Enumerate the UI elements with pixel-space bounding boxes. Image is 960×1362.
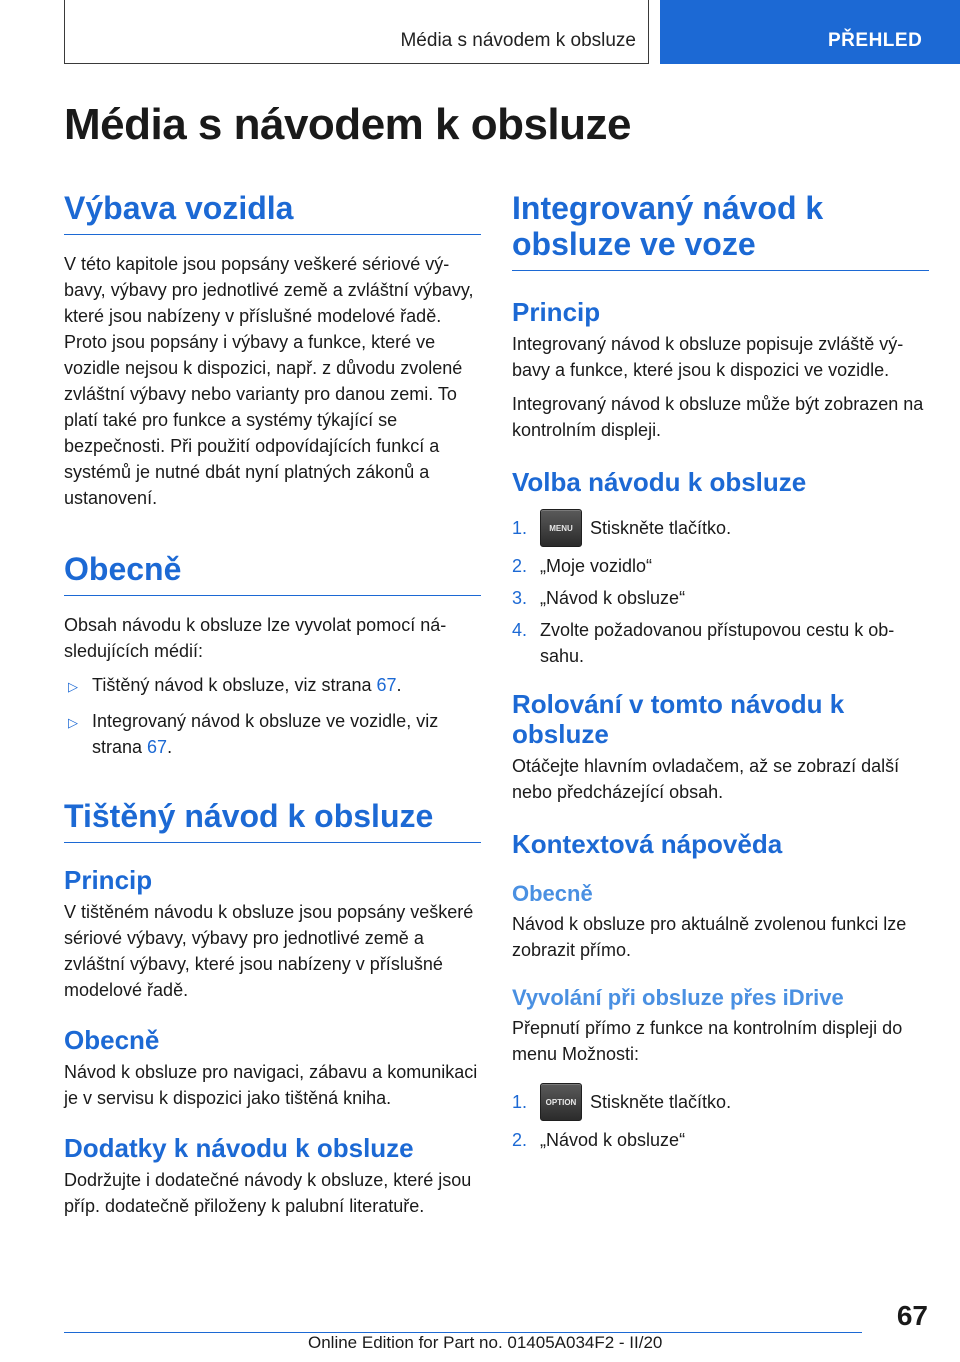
- header-section-label: Média s návodem k obsluze: [400, 30, 636, 51]
- triangle-bullet-icon: ▷: [68, 679, 78, 694]
- obecne-sub-text: Návod k obsluze pro navigaci, zábavu a komunikaci je v servisu k dispozici jako tištěná kniha.: [64, 1062, 478, 1108]
- heading-integrovany-navod: Integrovaný návod k obsluze ve voze: [512, 190, 929, 271]
- page-link[interactable]: 67: [376, 675, 397, 695]
- heading-volba: Volba návodu k obsluze: [512, 467, 807, 497]
- princip-p1: Integrovaný návod k obsluze popisuje zvláště výbavy a funkce, které jsou k dispozici ve vozidle.: [512, 334, 904, 380]
- page-title: Média s návodem k obsluze: [64, 100, 631, 149]
- list-item: [512, 1127, 929, 1153]
- step-text: Stiskněte tlačítko.: [590, 518, 732, 538]
- heading-vyvolani: Vyvolání při obsluze přes iDrive: [512, 985, 844, 1010]
- list-item: [64, 672, 481, 700]
- right-column: [512, 190, 929, 1153]
- list-item: [512, 617, 929, 669]
- heading-vybava-vozidla: Výbava vozidla: [64, 190, 481, 235]
- heading-princip: Princip: [64, 865, 153, 895]
- list-item: [512, 585, 929, 611]
- step-number: 1.: [512, 518, 528, 538]
- vybava-text: V této kapitole jsou popsány veškeré sériové výbavy, výbavy pro jednotlivé země a zvláštní výbavy, které jsou nabízeny v příslušné modelové řadě. Proto jsou popsány i výbavy a funkce, které ve vozidle nejsou k dispozici, např. z důvodu zvolené zvláštní výbavy nebo varianty pro danou zemi. To platí také pro funkce a systémy týkající se bezpečnosti. Při použití odpovídajících funkcí a systémů je nutné dbát nyní platných zákonů a ustanovení.: [64, 254, 474, 508]
- option-button-icon: OPTION: [540, 1083, 582, 1121]
- dodatky-text: Dodržujte i dodatečné návody k obsluze, které jsou příp. dodatečně přiloženy k palubní literatuře.: [64, 1170, 472, 1216]
- header-tab-label: PŘEHLED: [828, 30, 923, 51]
- page-number: 67: [896, 1300, 928, 1331]
- step-number: 2.: [512, 1130, 528, 1150]
- step-text: „Moje vozidlo“: [540, 556, 653, 576]
- menu-button-icon: MENU: [540, 509, 582, 547]
- step-text: „Návod k obsluze“: [540, 1130, 686, 1150]
- footer-edition: Online Edition for Part no. 01405A034F2 - II/20: [308, 1333, 663, 1352]
- obecne-text: Obsah návodu k obsluze lze vyvolat pomocí následujících médií:: [64, 615, 447, 661]
- vyvolani-text: Přepnutí přímo z funkce na kontrolním displeji do menu Možnosti:: [512, 1018, 903, 1064]
- heading-dodatky: Dodatky k návodu k obsluze: [64, 1133, 414, 1163]
- rolovani-text: Otáčejte hlavním ovladačem, až se zobrazí další nebo předcházející obsah.: [512, 756, 900, 802]
- list-item: [512, 553, 929, 579]
- triangle-bullet-icon: ▷: [68, 715, 78, 730]
- header-section-box: [64, 0, 649, 64]
- heading-princip-right: Princip: [512, 297, 601, 327]
- kontext-obecne-text: Návod k obsluze pro aktuálně zvolenou funkci lze zobrazit přímo.: [512, 914, 907, 960]
- princip-p2: Integrovaný návod k obsluze může být zobrazen na kontrolním displeji.: [512, 394, 924, 440]
- header-tab-prehled[interactable]: [660, 0, 960, 64]
- step-text: „Návod k obsluze“: [540, 588, 686, 608]
- heading-rolovani: Rolování v tomto návodu k obsluze: [512, 689, 845, 749]
- page-link[interactable]: 67: [147, 737, 168, 757]
- step-number: 2.: [512, 556, 528, 576]
- step-text: Zvolte požadovanou přístupovou cestu k obsahu.: [540, 620, 895, 666]
- step-number: 3.: [512, 588, 528, 608]
- left-column: [64, 190, 481, 1219]
- bullet-text: Tištěný návod k obsluze, viz strana 67.: [92, 675, 402, 695]
- heading-obecne-sub: Obecně: [64, 1025, 160, 1055]
- list-item: [512, 1083, 929, 1121]
- step-number: 4.: [512, 620, 528, 640]
- step-text: Stiskněte tlačítko.: [590, 1092, 732, 1112]
- princip-text: V tištěném návodu k obsluze jsou popsány veškeré sériové výbavy, výbavy pro jednotlivé země a zvláštní výbavy, které jsou nabízeny v příslušné modelové řadě.: [64, 902, 474, 1000]
- heading-kontext-obecne: Obecně: [512, 881, 593, 906]
- bullet-text: Integrovaný návod k obsluze ve vozidle, viz strana 67.: [92, 711, 439, 757]
- heading-obecne: Obecně: [64, 551, 481, 596]
- list-item: [64, 708, 481, 760]
- list-item: [512, 509, 929, 547]
- step-number: 1.: [512, 1092, 528, 1112]
- heading-kontextova-napoveda: Kontextová nápověda: [512, 829, 783, 859]
- heading-tisteny-navod: Tištěný návod k obsluze: [64, 798, 481, 843]
